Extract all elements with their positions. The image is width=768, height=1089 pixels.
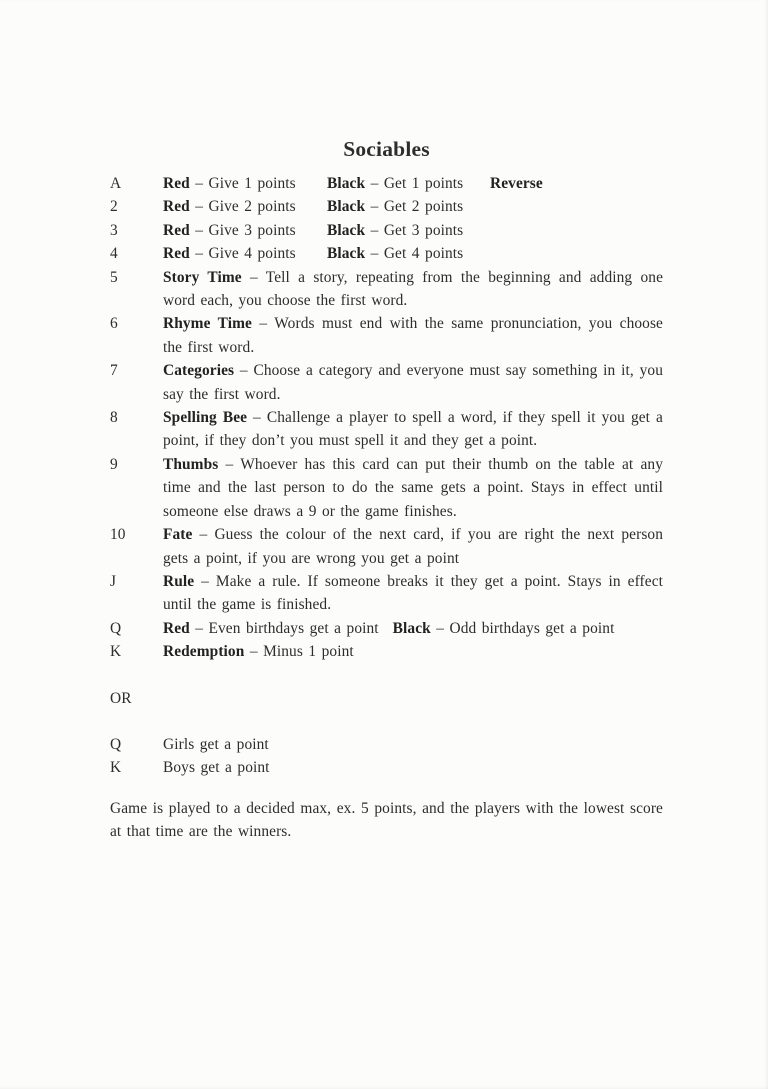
rule-text — [163, 172, 663, 195]
rule-part — [327, 242, 490, 265]
card-rule-row — [110, 172, 663, 195]
page-title: Sociables — [343, 137, 430, 161]
card-rule-row — [110, 640, 663, 663]
rule-part — [163, 526, 663, 566]
card-rule-row — [110, 756, 663, 779]
rule-text — [163, 312, 663, 359]
rule-part — [163, 456, 663, 520]
card-label: Q — [110, 619, 122, 637]
card-rule-row — [110, 242, 663, 265]
card-rule-row — [110, 570, 663, 617]
card-rule-row — [110, 406, 663, 453]
card-label: Q — [110, 735, 122, 753]
rule-description: – Odd birthdays get a point — [430, 619, 615, 637]
rule-part — [163, 362, 663, 402]
rule-keyword: Black — [327, 175, 366, 192]
rule-part — [490, 172, 543, 195]
card-rule-row — [110, 453, 663, 523]
card-rule-row — [110, 195, 663, 218]
rule-text: Boys get a point — [163, 759, 270, 777]
card-rule-row — [110, 266, 663, 313]
rule-text — [163, 195, 663, 218]
rule-description: – Give 4 points — [189, 245, 296, 263]
card-label: 9 — [110, 455, 118, 473]
rule-description: – Get 3 points — [365, 221, 464, 239]
rule-text: Girls get a point — [163, 735, 269, 753]
rule-part — [163, 573, 663, 613]
card-rule-row — [110, 617, 663, 640]
or-row — [110, 687, 663, 710]
rule-description: – Challenge a player to spell a word, if they spell it you get a point, if they don’t you must spell it and they get a point. — [163, 409, 663, 450]
rule-keyword: Black — [392, 619, 431, 637]
card-rule-row — [110, 733, 663, 756]
rule-keyword: Black — [327, 198, 366, 216]
footer-note: Game is played to a decided max, ex. 5 points, and the players with the lowest score at that time are the winners. — [110, 799, 663, 841]
rule-description: – Get 4 points — [365, 245, 464, 263]
alt-rules-list — [110, 733, 663, 780]
rule-description: – Guess the colour of the next card, if you are right the next person gets a point, if you are wrong you get a point — [163, 526, 663, 567]
rule-description: – Give 3 points — [189, 221, 296, 239]
rule-keyword: Red — [163, 245, 190, 263]
rule-part — [163, 315, 663, 355]
rule-keyword: Rule — [163, 572, 195, 590]
card-label: 8 — [110, 409, 118, 427]
rule-keyword: Thumbs — [163, 455, 219, 473]
card-label: 4 — [110, 245, 118, 263]
rule-keyword: Red — [163, 221, 190, 239]
rule-keyword: Reverse — [490, 175, 543, 192]
rule-part — [327, 172, 490, 195]
card-label: K — [110, 759, 122, 777]
rule-keyword: Red — [163, 619, 190, 637]
rule-description: – Give 1 points — [189, 175, 296, 192]
rule-keyword: Red — [163, 175, 190, 192]
rule-part — [163, 269, 663, 309]
card-rule-row — [110, 359, 663, 406]
rule-keyword: Black — [327, 221, 366, 239]
card-rule-row — [110, 219, 663, 242]
rule-part — [163, 172, 327, 195]
rule-description: – Get 2 points — [365, 198, 464, 216]
card-label: A — [110, 175, 122, 192]
rule-description: – Tell a story, repeating from the beginning and adding one word each, you choose the first word. — [163, 268, 664, 310]
card-label: 5 — [110, 268, 118, 286]
rule-description: – Whoever has this card can put their thumb on the table at any time and the last person to do the same gets a point. Stays in effect until someone else draws a 9 or the game finishes. — [163, 455, 663, 520]
card-label: K — [110, 643, 122, 661]
rule-description: – Words must end with the same pronunciation, you choose the first word. — [163, 315, 663, 356]
rule-keyword: Redemption — [163, 643, 245, 661]
rule-part — [163, 195, 327, 218]
card-label: 2 — [110, 198, 118, 216]
card-label: J — [110, 572, 117, 590]
rule-part — [327, 219, 490, 242]
rule-keyword: Rhyme Time — [163, 315, 252, 333]
or-label: OR — [110, 689, 132, 707]
rule-text — [163, 219, 663, 242]
rule-text — [163, 617, 663, 640]
rule-description: – Make a rule. If someone breaks it they get a point. Stays in effect until the game is finished. — [163, 572, 663, 614]
rule-description: – Choose a category and everyone must say something in it, you say the first word. — [163, 362, 663, 403]
card-label: 6 — [110, 315, 118, 333]
card-label: 3 — [110, 221, 118, 239]
rule-keyword: Red — [163, 198, 190, 216]
rule-text — [163, 453, 663, 523]
rule-part — [393, 620, 615, 637]
rule-keyword: Story Time — [163, 268, 242, 286]
rules-list — [110, 172, 663, 664]
rule-text — [163, 640, 663, 663]
rule-part — [327, 195, 490, 218]
rule-text — [163, 570, 663, 617]
rule-text — [163, 406, 663, 453]
rule-description: – Get 1 points — [365, 175, 464, 192]
rule-text — [163, 523, 663, 570]
card-label: 7 — [110, 362, 118, 380]
rule-part — [163, 242, 327, 265]
rule-part — [163, 643, 354, 660]
card-rule-row — [110, 312, 663, 359]
rule-keyword: Categories — [163, 362, 235, 380]
card-label: 10 — [110, 526, 126, 544]
rule-text — [163, 359, 663, 406]
rule-part — [163, 409, 663, 449]
rule-keyword: Black — [327, 245, 366, 263]
rule-keyword: Fate — [163, 526, 193, 544]
rule-part — [163, 620, 379, 637]
rule-description: – Minus 1 point — [244, 643, 354, 661]
rule-text — [163, 242, 663, 265]
rule-part — [163, 219, 327, 242]
rule-description: – Give 2 points — [189, 198, 296, 216]
rule-description: – Even birthdays get a point — [189, 619, 379, 637]
card-rule-row — [110, 523, 663, 570]
rule-keyword: Spelling Bee — [163, 409, 248, 427]
rule-text — [163, 266, 663, 313]
